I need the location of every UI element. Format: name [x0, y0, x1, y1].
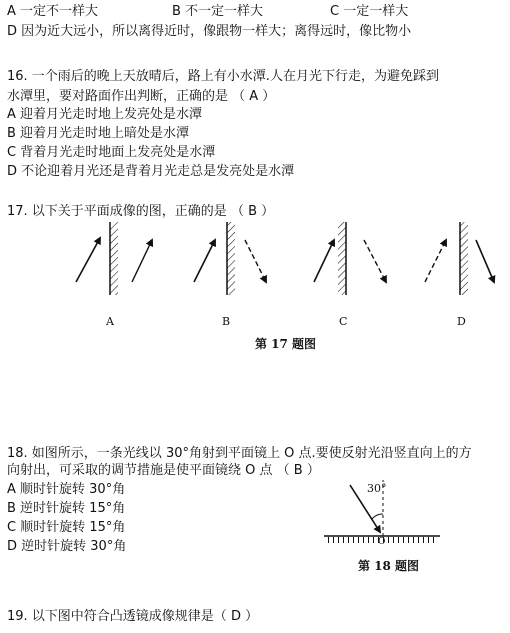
q18-stem-line2: 向射出，可采取的调节措施是使平面镜绕 O 点 （ B ） — [7, 463, 320, 478]
q18-option-b: B 逆时针旋转 15°角 — [7, 501, 126, 516]
image-arrow — [364, 240, 386, 282]
q19-stem: 19. 以下图中符合凸透镜成像规律是（ D ） — [7, 609, 259, 624]
figure-17-c — [314, 222, 386, 295]
figure-17-b — [194, 222, 266, 295]
q15-option-d: D 因为近大远小，所以离得近时，像跟物一样大；离得远时，像比物小 — [7, 24, 412, 39]
figure-17-a — [76, 222, 152, 295]
q16-option-a: A 迎着月光走时地上发亮处是水潭 — [7, 107, 203, 122]
angle-arc — [372, 514, 383, 519]
image-arrow — [245, 240, 266, 282]
q18-stem-line1: 18. 如图所示，一条光线以 30°角射到平面镜上 O 点.要使反射光沿竖直向上的方 — [7, 446, 472, 461]
object-arrow — [425, 240, 446, 282]
q17-stem: 17. 以下关于平面成像的图，正确的是 （ B ） — [7, 204, 275, 219]
figure-18-angle-label: 30° — [367, 482, 387, 495]
figure-17-label-a: A — [106, 315, 114, 328]
q16-stem-line1: 16. 一个雨后的晚上天放晴后，路上有小水潭.人在月光下行走，为避免踩到 — [7, 69, 439, 84]
q16-option-b: B 迎着月光走时地上暗处是水潭 — [7, 126, 190, 141]
figure-18-caption: 第 18 题图 — [358, 559, 420, 573]
mirror-hatching — [110, 222, 118, 295]
figure-17-label-d: D — [457, 315, 466, 328]
q18-option-a: A 顺时针旋转 30°角 — [7, 482, 126, 497]
image-arrow — [476, 240, 494, 282]
mirror-hatching — [460, 222, 468, 295]
q18-option-c: C 顺时针旋转 15°角 — [7, 520, 126, 535]
figure-17-label-c: C — [339, 315, 348, 328]
q15-option-b: B 不一定一样大 — [172, 4, 264, 19]
figure-17-caption: 第 17 题图 — [255, 337, 317, 351]
q16-option-d: D 不论迎着月光还是背着月光走总是发亮处是水潭 — [7, 164, 295, 179]
q15-option-c: C 一定一样大 — [330, 4, 409, 19]
figure-17-label-b: B — [222, 315, 231, 328]
object-arrow — [314, 240, 334, 282]
figure-18-point-label: O — [378, 537, 386, 547]
object-arrow — [76, 238, 100, 282]
q18-option-d: D 逆时针旋转 30°角 — [7, 539, 127, 554]
mirror-hatching — [227, 222, 235, 295]
q16-option-c: C 背着月光走时地面上发亮处是水潭 — [7, 145, 216, 160]
mirror-hatching — [338, 222, 346, 295]
q16-stem-line2: 水潭里，要对路面作出判断，正确的是 （ A ） — [7, 89, 276, 104]
image-arrow — [132, 240, 152, 282]
figure-17-d — [425, 222, 494, 295]
q15-option-a: A 一定不一样大 — [7, 4, 99, 19]
object-arrow — [194, 240, 215, 282]
